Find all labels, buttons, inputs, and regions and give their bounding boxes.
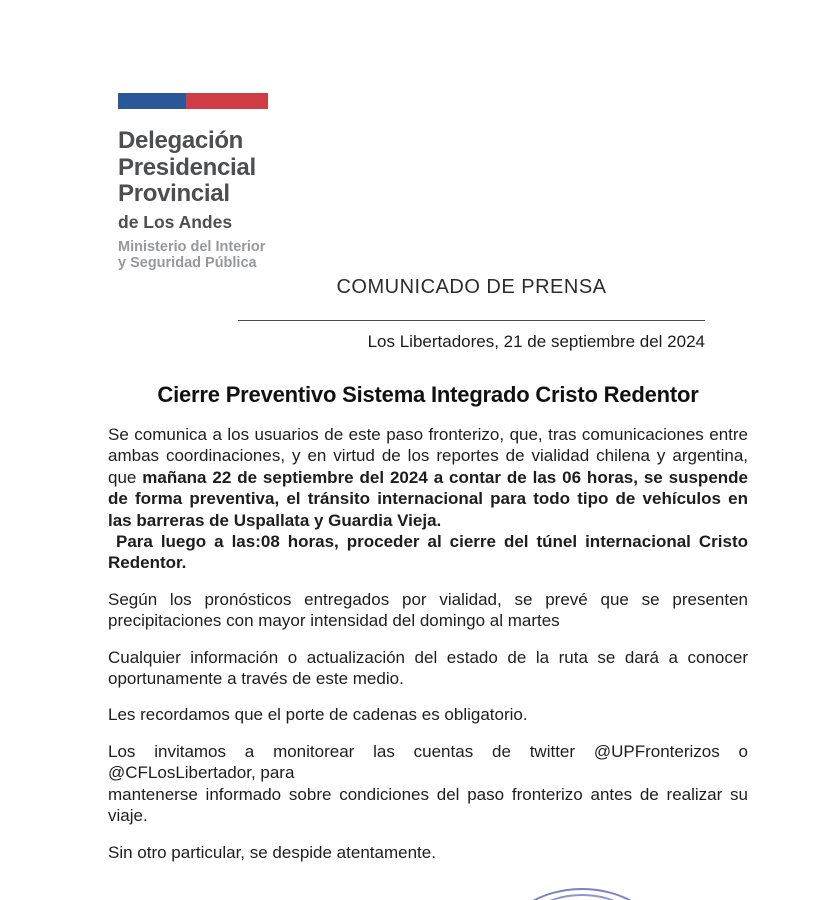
- paragraph-twitter: [108, 741, 748, 827]
- paragraph-chains-reminder: Les recordamos que el porte de cadenas es obligatorio.: [108, 705, 528, 725]
- document-body: [108, 424, 748, 878]
- flag-red-segment: [186, 93, 268, 109]
- chile-flag-bar-icon: [118, 93, 268, 109]
- paragraph-closing: Sin otro particular, se despide atentamente.: [108, 842, 436, 862]
- paragraph-announcement: [108, 424, 748, 574]
- ministry-name: [118, 239, 338, 272]
- paragraph-forecast: Según los pronósticos entregados por vialidad, se prevé que se presenten precipitaciones con mayor intensidad del domingo al martes: [108, 589, 748, 631]
- dateline: Los Libertadores, 21 de septiembre del 2024: [367, 332, 705, 351]
- document-title: Cierre Preventivo Sistema Integrado Cristo Redentor: [157, 382, 699, 407]
- flag-blue-segment: [118, 93, 186, 109]
- paragraph-announcement-bold-suspension: mañana 22 de septiembre del 2024 a contar de las 06 horas, se suspende de forma preventiva, el tránsito internacional para todo tipo de vehículos en las barreras de Uspallata y Guardia Vieja.: [108, 467, 748, 530]
- ministry-line1: Ministerio del Interior: [118, 238, 266, 255]
- paragraph-announcement-bold-tunnel-closure: Para luego a las:08 horas, proceder al cierre del túnel internacional Cristo Redentor.: [108, 532, 748, 573]
- org-name-line3: Provincial: [118, 180, 230, 207]
- org-name-line2: Presidencial: [118, 153, 256, 181]
- paragraph-twitter-accounts: Los invitamos a monitorear las cuentas de twitter @UPFronterizos o @CFLosLibertador, para: [108, 741, 748, 783]
- header-divider-line: [238, 320, 705, 321]
- government-logo: [118, 93, 338, 272]
- organization-name: [118, 128, 338, 208]
- org-name-line1: Delegación: [118, 127, 244, 154]
- paragraph-announcement-intro: Se comunica a los usuarios de este paso fronterizo, que, tras comunicaciones entre ambas coordinaciones, y en virtud de los reportes de vialidad chilena y argentina, que: [108, 425, 748, 487]
- paragraph-twitter-advice: mantenerse informado sobre condiciones del paso fronterizo antes de realizar su viaje.: [108, 784, 748, 826]
- ministry-line2: y Seguridad Pública: [118, 255, 257, 271]
- organization-region: de Los Andes: [118, 211, 233, 232]
- paragraph-updates: Cualquier información o actualización del estado de la ruta se dará a conocer oportunamente a través de este medio.: [108, 647, 748, 689]
- press-release-kicker: COMUNICADO DE PRENSA: [336, 276, 607, 298]
